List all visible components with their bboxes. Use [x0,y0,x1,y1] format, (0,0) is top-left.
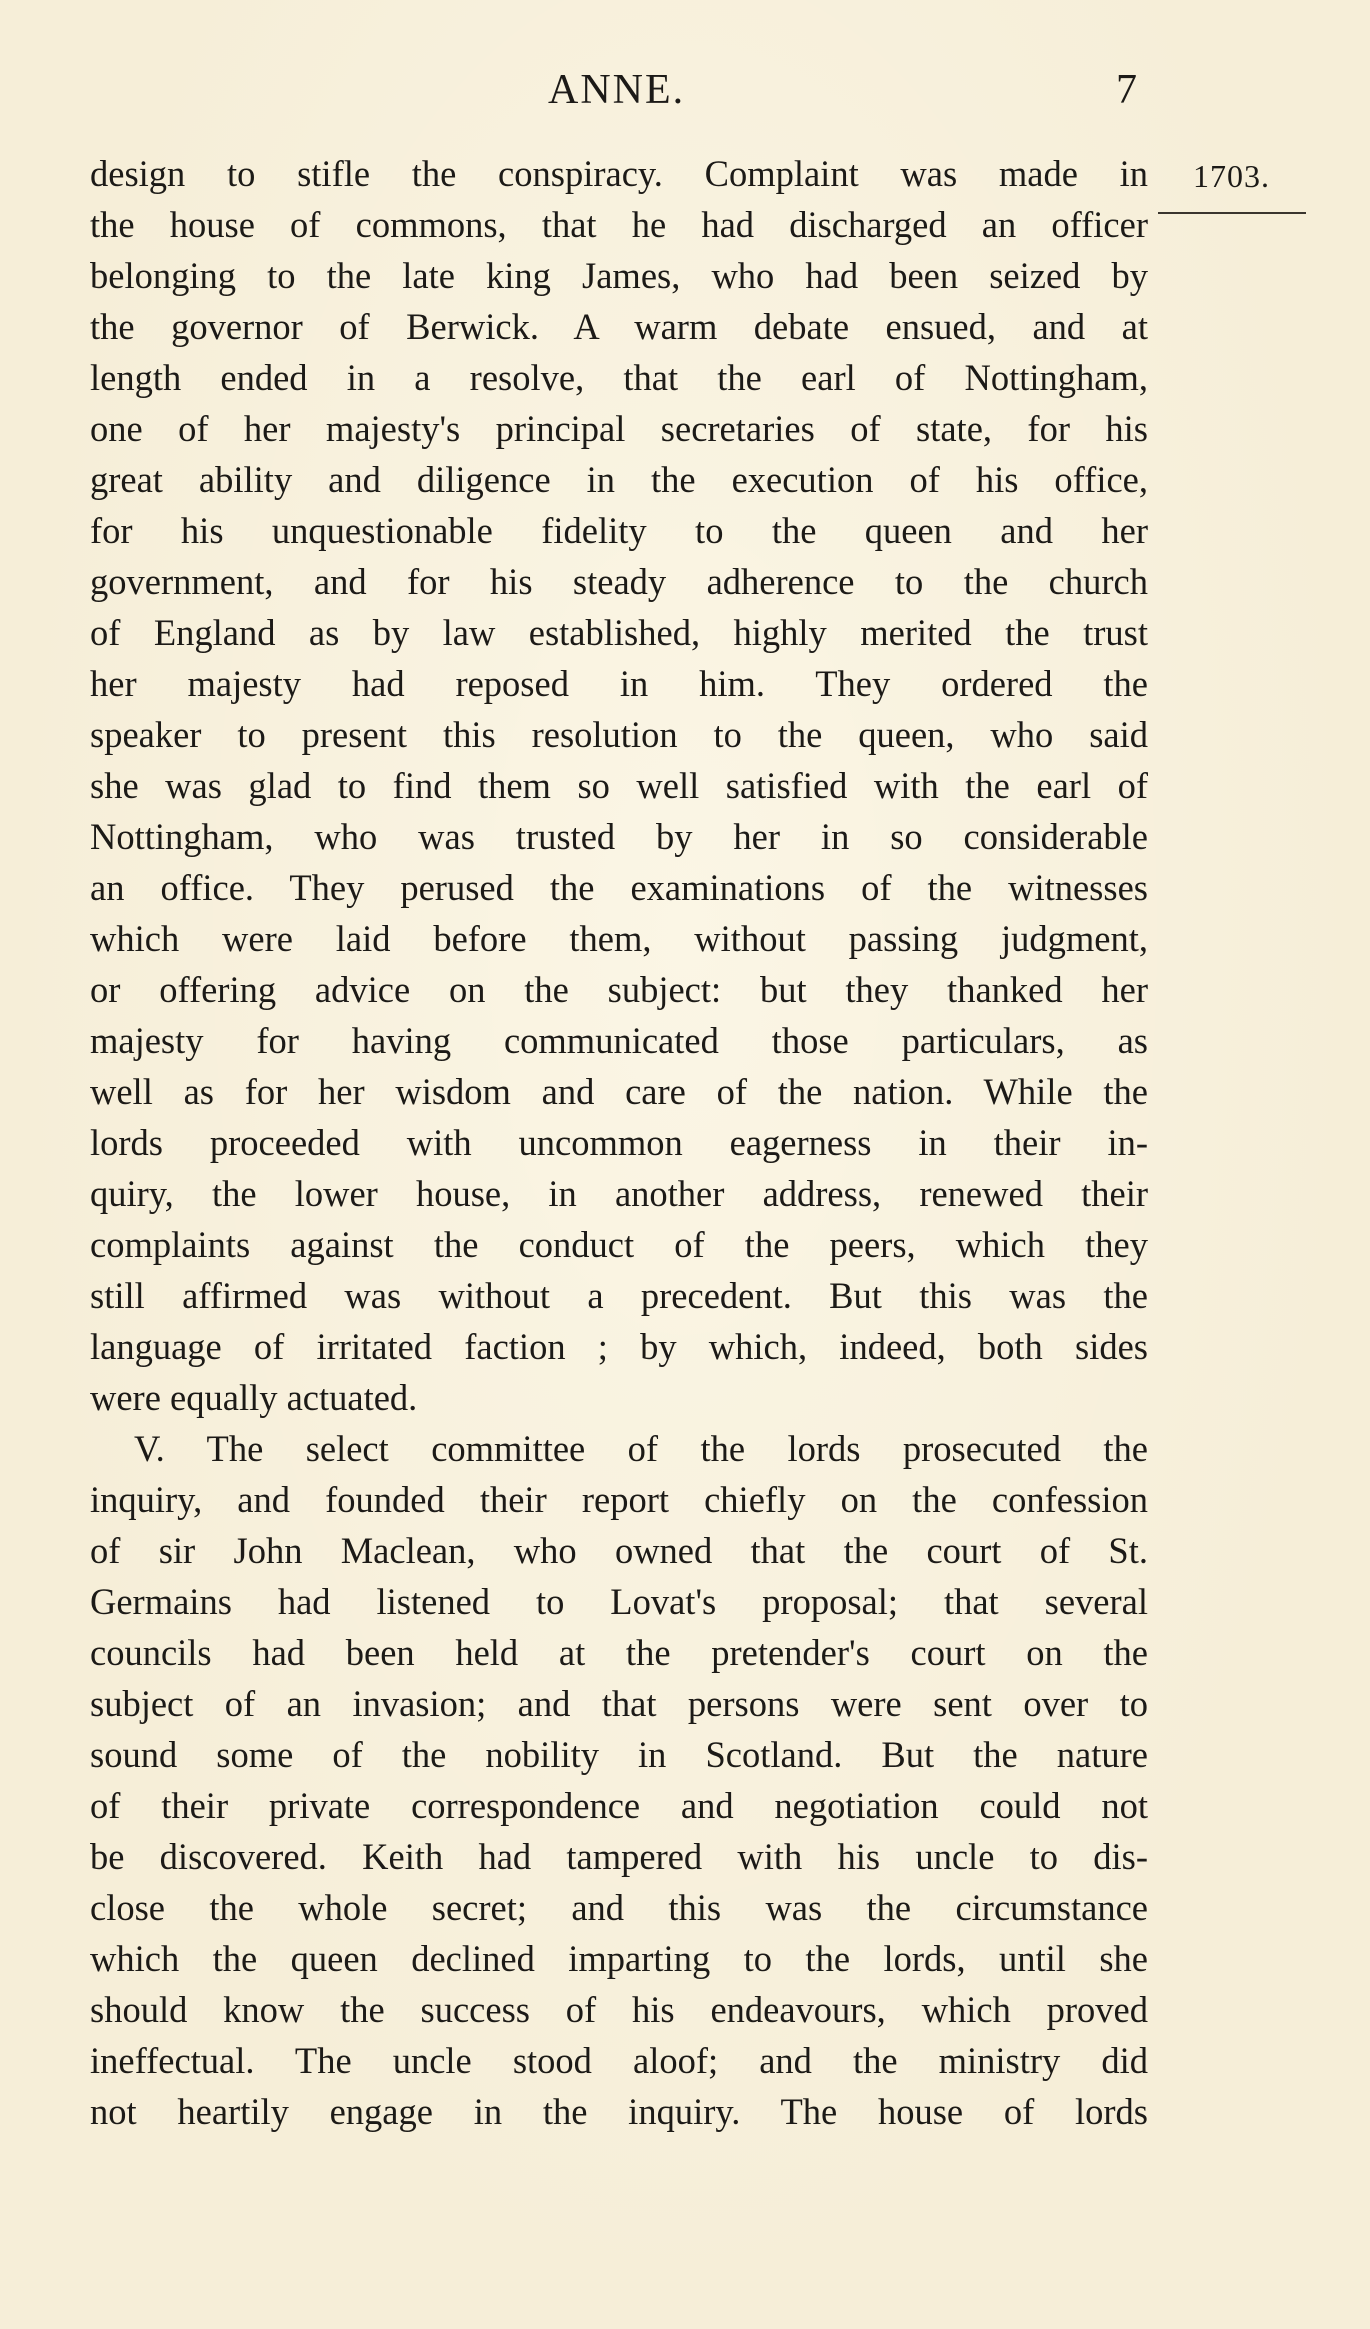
text-line: complaints against the conduct of the peers, which they [90,1224,1148,1265]
text-line: of sir John Maclean, who owned that the court of St. [90,1530,1148,1571]
text-line: lords proceeded with uncommon eagerness in their in- [90,1122,1148,1163]
text-line: belonging to the late king James, who had been seized by [90,255,1148,296]
text-line: she was glad to find them so well satisfied with the earl of [90,765,1148,806]
text-line: speaker to present this resolution to the queen, who said [90,714,1148,755]
text-line: should know the success of his endeavours, which proved [90,1989,1148,2030]
text-line: of their private correspondence and negotiation could not [90,1785,1148,1826]
text-line: still affirmed was without a precedent. But this was the [90,1275,1148,1316]
text-line: be discovered. Keith had tampered with his uncle to dis- [90,1836,1148,1877]
margin-year-note: 1703. [1193,158,1270,194]
text-line: length ended in a resolve, that the earl of Nottingham, [90,357,1148,398]
text-line: close the whole secret; and this was the circumstance [90,1887,1148,1928]
text-line: which the queen declined imparting to the lords, until she [90,1938,1148,1979]
running-head-title: ANNE. [548,67,686,113]
margin-rule [1158,212,1306,214]
text-line: or offering advice on the subject: but they thanked her [90,969,1148,1010]
text-line: Germains had listened to Lovat's proposal; that several [90,1581,1148,1622]
text-line: subject of an invasion; and that persons were sent over to [90,1683,1148,1724]
running-head [0,66,1370,126]
text-line: which were laid before them, without passing judgment, [90,918,1148,959]
text-line: ineffectual. The uncle stood aloof; and the ministry did [90,2040,1148,2081]
text-line: her majesty had reposed in him. They ordered the [90,663,1148,704]
text-line: well as for her wisdom and care of the nation. While the [90,1071,1148,1112]
text-line: majesty for having communicated those particulars, as [90,1020,1148,1061]
text-line: design to stifle the conspiracy. Complaint was made in [90,153,1148,194]
text-line: quiry, the lower house, in another address, renewed their [90,1173,1148,1214]
text-line: language of irritated faction ; by which, indeed, both sides [90,1326,1148,1367]
text-line: one of her majesty's principal secretaries of state, for his [90,408,1148,449]
text-line: councils had been held at the pretender's court on the [90,1632,1148,1673]
page-number: 7 [1116,67,1137,113]
body-text [90,148,1148,2137]
text-line: an office. They perused the examinations of the witnesses [90,867,1148,908]
paragraph-end-line: were equally actuated. [90,1377,418,1418]
text-line: Nottingham, who was trusted by her in so considerable [90,816,1148,857]
text-line: not heartily engage in the inquiry. The house of lords [90,2091,1148,2132]
text-line: the governor of Berwick. A warm debate ensued, and at [90,306,1148,347]
text-line: for his unquestionable fidelity to the queen and her [90,510,1148,551]
section-v-first-line: V. The select committee of the lords prosecuted the [134,1428,1148,1469]
text-line: the house of commons, that he had discharged an officer [90,204,1148,245]
text-line: government, and for his steady adherence to the church [90,561,1148,602]
text-line: great ability and diligence in the execution of his office, [90,459,1148,500]
text-line: inquiry, and founded their report chiefly on the confession [90,1479,1148,1520]
text-line: of England as by law established, highly merited the trust [90,612,1148,653]
text-line: sound some of the nobility in Scotland. But the nature [90,1734,1148,1775]
